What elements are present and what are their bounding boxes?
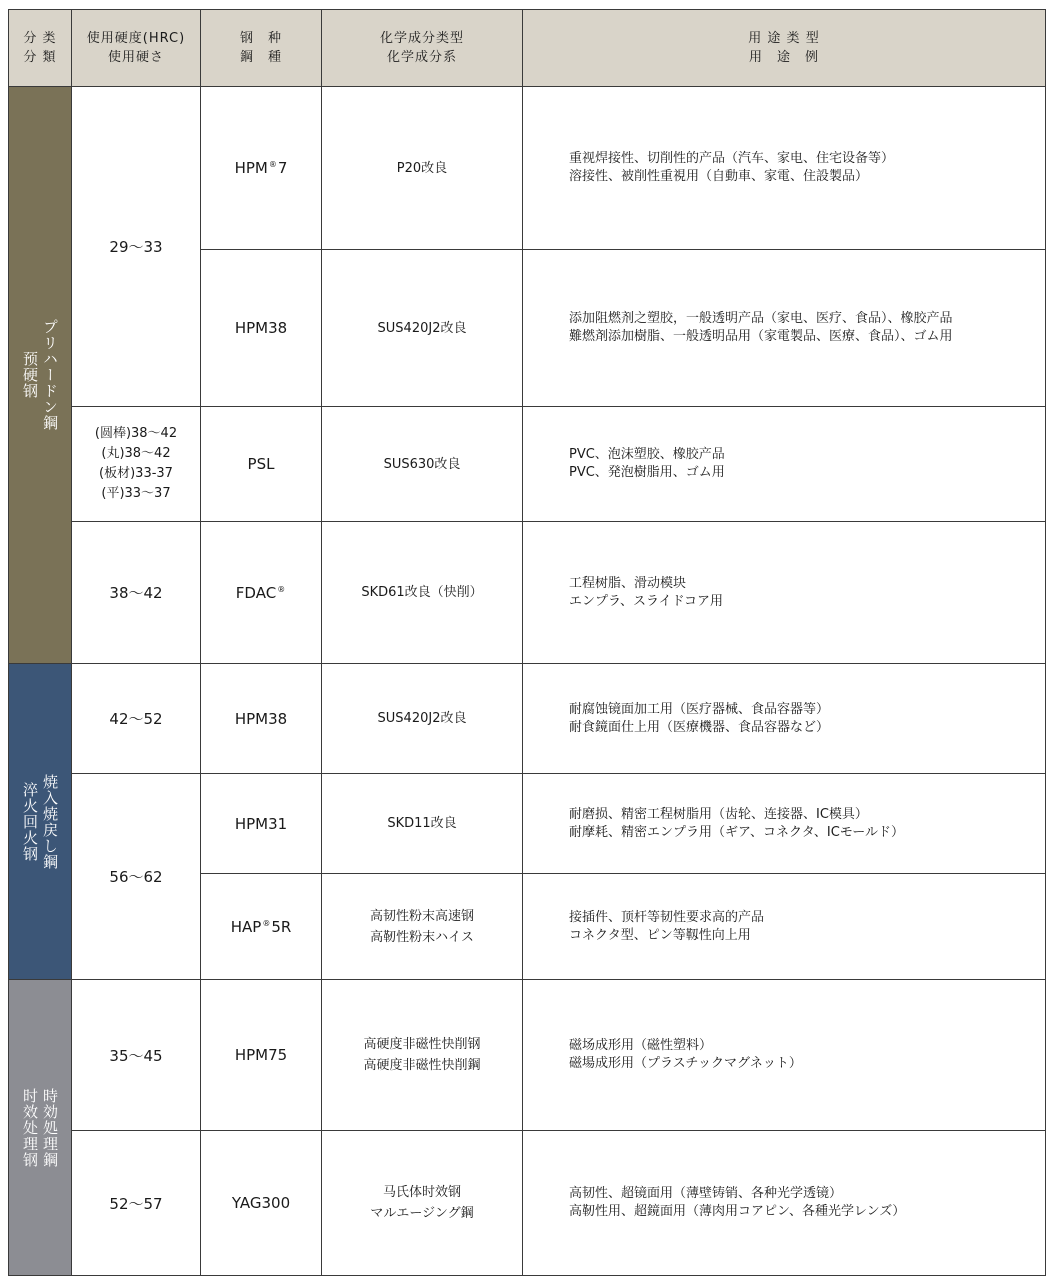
composition-cell: P20改良 (322, 87, 523, 250)
grade-cell: HPM®7 (201, 87, 322, 250)
composition-cell: SKD61改良（快削） (322, 522, 523, 664)
hardness-cell: 52～57 (72, 1131, 201, 1276)
hardness-cell: (圆棒)38～42 (丸)38～42 (板材)33-37 (平)33～37 (72, 407, 201, 522)
usage-cell: 重视焊接性、切削性的产品（汽车、家电、住宅设备等） 溶接性、被削性重視用（自動車、家電、住設製品） (523, 87, 1046, 250)
usage-cell: 耐腐蚀镜面加工用（医疗器械、食品容器等） 耐食鏡面仕上用（医療機器、食品容器など） (523, 664, 1046, 774)
usage-cell: 磁场成形用（磁性塑料） 磁場成形用（プラスチックマグネット） (523, 980, 1046, 1131)
composition-cell: 高硬度非磁性快削钢 高硬度非磁性快削鋼 (322, 980, 523, 1131)
hardness-cell: 35～45 (72, 980, 201, 1131)
category-quenched (9, 664, 72, 980)
composition-cell: SUS630改良 (322, 407, 523, 522)
usage-cell: PVC、泡沫塑胶、橡胶产品 PVC、発泡樹脂用、ゴム用 (523, 407, 1046, 522)
composition-cell: SUS420J2改良 (322, 250, 523, 407)
table-row (9, 980, 1046, 1131)
steel-grade-table (8, 9, 1046, 1276)
grade-cell: HAP®5R (201, 874, 322, 980)
table-row (9, 774, 1046, 874)
usage-cell: 工程树脂、滑动模块 エンプラ、スライドコア用 (523, 522, 1046, 664)
category-ja: 焼入焼戻し鋼 (41, 773, 59, 870)
category-prehardened (9, 87, 72, 664)
category-ja: 時効処理鋼 (41, 1087, 59, 1168)
table-row (9, 664, 1046, 774)
category-zh: 预硬钢 (21, 351, 39, 399)
composition-cell: SKD11改良 (322, 774, 523, 874)
grade-cell: HPM38 (201, 250, 322, 407)
registered-mark: ® (277, 584, 286, 594)
category-aging (9, 980, 72, 1276)
table-row (9, 522, 1046, 664)
grade-cell: HPM31 (201, 774, 322, 874)
grade-cell: HPM38 (201, 664, 322, 774)
category-ja: プリハードン鋼 (41, 319, 59, 431)
table-row (9, 87, 1046, 250)
hardness-cell: 42～52 (72, 664, 201, 774)
header-composition: 化学成分类型 化学成分系 (322, 10, 523, 87)
hardness-cell: 29～33 (72, 87, 201, 407)
grade-cell: PSL (201, 407, 322, 522)
category-zh: 淬火回火钢 (21, 781, 39, 862)
hardness-cell: 56～62 (72, 774, 201, 980)
header-grade: 钢 种 鋼 種 (201, 10, 322, 87)
composition-cell: 高韧性粉末高速钢 高靭性粉末ハイス (322, 874, 523, 980)
hardness-cell: 38～42 (72, 522, 201, 664)
usage-cell: 耐磨损、精密工程树脂用（齿轮、连接器、IC模具） 耐摩耗、精密エンプラ用（ギア、コネクタ、ICモールド） (523, 774, 1046, 874)
header-usage: 用 途 类 型 用 途 例 (523, 10, 1046, 87)
composition-cell: SUS420J2改良 (322, 664, 523, 774)
usage-cell: 添加阻燃剂之塑胶，一般透明产品（家电、医疗、食品）、橡胶产品 難燃剤添加樹脂、一般透明品用（家電製品、医療、食品）、ゴム用 (523, 250, 1046, 407)
category-zh: 时效处理钢 (21, 1087, 39, 1168)
composition-cell: 马氏体时效钢 マルエージング鋼 (322, 1131, 523, 1276)
header-hardness: 使用硬度(HRC) 使用硬さ (72, 10, 201, 87)
grade-cell: YAG300 (201, 1131, 322, 1276)
grade-cell: HPM75 (201, 980, 322, 1131)
table-row (9, 1131, 1046, 1276)
registered-mark: ® (262, 918, 271, 928)
usage-cell: 高韧性、超镜面用（薄壁铸销、各种光学透镜） 高靭性用、超鏡面用（薄肉用コアピン、各種光学レンズ） (523, 1131, 1046, 1276)
registered-mark: ® (268, 160, 277, 169)
header-category: 分 类 分 類 (9, 10, 72, 87)
table-header-row (9, 10, 1046, 87)
table-row (9, 407, 1046, 522)
usage-cell: 接插件、顶杆等韧性要求高的产品 コネクタ型、ピン等靱性向上用 (523, 874, 1046, 980)
grade-cell: FDAC® (201, 522, 322, 664)
